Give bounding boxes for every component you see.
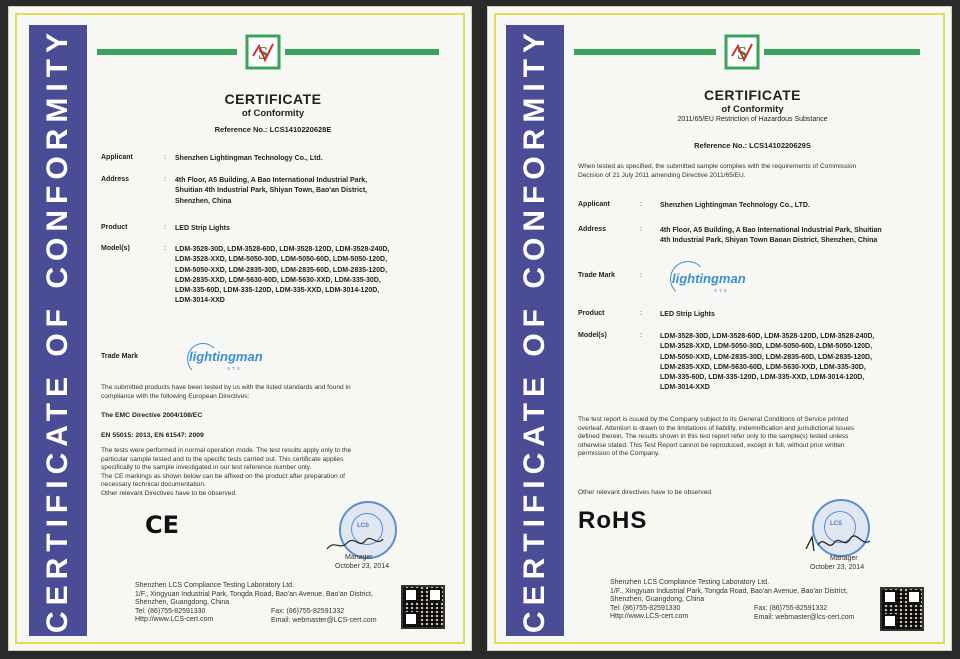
address-label: Address	[578, 226, 607, 233]
product-value: LED Strip Lights	[175, 225, 230, 232]
lab-name: Shenzhen LCS Compliance Testing Laboratory Ltd.	[610, 579, 770, 586]
signature-date: October 23, 2014	[335, 563, 390, 570]
certificate-subtitle: of Conformity	[721, 104, 784, 115]
header-bar-left	[97, 49, 237, 55]
model-line: LDM-3014-XXD	[660, 384, 710, 392]
qr-corner	[428, 588, 442, 602]
certificate-title: CERTIFICATE	[703, 87, 801, 103]
qr-corner	[907, 590, 921, 604]
side-band	[506, 25, 564, 636]
colon: :	[640, 310, 642, 317]
standards: EN 55015: 2013, EN 61547: 2009	[101, 432, 204, 439]
address-line: Shuitian 4th Industrial Park, Shiyan Town, Bao'an District,	[175, 187, 368, 195]
qr-corner	[404, 588, 418, 602]
seal-text: LCS	[830, 521, 842, 527]
colon: :	[640, 201, 642, 208]
lab-tel: Tel: (86)755-82591330	[610, 604, 681, 612]
tests-paragraph	[101, 447, 351, 499]
product-value: LED Strip Lights	[660, 311, 715, 318]
lcs-logo-icon	[245, 34, 281, 70]
lab-email: Email: webmaster@lcs-cert.com	[754, 613, 855, 621]
contact-block	[754, 605, 854, 622]
header-bar-left	[574, 49, 716, 55]
address-line: 4th Floor, A5 Building, A Bao International Industrial Park,	[175, 177, 368, 184]
colon: :	[164, 176, 166, 183]
other-directives: Other relevant directives have to be observed.	[578, 489, 713, 496]
header-bar-right	[285, 49, 439, 55]
model-line: LDM-2835-XXD, LDM-5630-60D, LDM-5630-XXD, LDM-335-30D,	[660, 363, 866, 371]
paragraph-line: Decision of 21 July 2011 amending Directive 2011/65/EU.	[578, 171, 746, 179]
applicant-label: Applicant	[101, 154, 133, 161]
address-value	[660, 226, 882, 247]
model-line: LDM-5050-XXD, LDM-2835-30D, LDM-2835-60D, LDM-2835-120D,	[175, 266, 388, 274]
paragraph-line: specifically to the sample investigated in our test reference number only.	[101, 464, 312, 472]
emc-directive: The EMC Directive 2004/108/EC	[101, 412, 203, 419]
header-bar-right	[764, 49, 920, 55]
product-label: Product	[578, 310, 605, 317]
trademark-sub: STS	[227, 366, 242, 371]
model-line: LDM-3528-30D, LDM-3528-60D, LDM-3528-120D, LDM-3528-240D,	[660, 333, 875, 340]
side-band	[29, 25, 87, 636]
paragraph-line: The CE markings as shown below can be affixed on the product after preparation of	[101, 472, 345, 480]
address-line: 4th Industrial Park, Shiyan Town Baoan District, Shenzhen, China	[660, 237, 878, 245]
rohs-mark: RoHS	[578, 507, 648, 534]
tested-paragraph	[101, 384, 351, 401]
paragraph-line: necessary technical documentation.	[101, 481, 206, 489]
paragraph-line: overleaf. Attention is drawn to the limitations of liability, indemnification and jurisdictional issues	[578, 424, 855, 432]
model-line: LDM-3528-XXD, LDM-5050-30D, LDM-5050-60D, LDM-5050-120D,	[175, 256, 388, 264]
model-line: LDM-3014-XXD	[175, 297, 225, 305]
colon: :	[640, 226, 642, 233]
colon: :	[164, 224, 166, 231]
manager-label: Manager	[830, 555, 858, 562]
lab-email: Email: webmaster@LCS-cert.com	[271, 616, 377, 624]
paragraph-line: compliance with the following European Directives:	[101, 392, 250, 400]
applicant-label: Applicant	[578, 201, 610, 208]
colon: :	[640, 332, 642, 339]
colon: :	[164, 154, 166, 161]
ce-certificate	[8, 6, 472, 651]
models-label: Model(s)	[578, 332, 607, 339]
paragraph-line: particular sample tested and to the specific tests carried out. This certificate applies	[101, 455, 344, 463]
paragraph-line: otherwise stated. This Test Report cannot be reproduced, except in full, without prior written	[578, 441, 845, 449]
paragraph-line: The tests were performed in normal operation mode. The test results apply only to the	[101, 447, 352, 454]
applicant-value: Shenzhen Lightingman Technology Co., LTD.	[660, 202, 810, 209]
ce-mark: CE	[145, 511, 180, 539]
lab-web: Http://www.LCS-cert.com	[610, 613, 689, 621]
lab-name: Shenzhen LCS Compliance Testing Laboratory Ltd.	[135, 582, 295, 589]
seal-text: LCS	[357, 523, 369, 529]
lab-address-line: Shenzhen, Guangdong, China	[610, 596, 705, 604]
reference-number: Reference No.: LCS1410220628E	[214, 125, 332, 134]
certificate-subtitle: of Conformity	[241, 108, 305, 119]
lab-address-line: Shenzhen, Guangdong, China	[135, 599, 230, 607]
lab-address-line: 1/F., Xingyuan Industrial Park, Tongda Road, Bao'an Avenue, Bao'an District,	[610, 587, 848, 595]
colon: :	[164, 245, 166, 252]
qr-code	[401, 585, 445, 629]
contact-block	[271, 608, 377, 625]
trademark-sub: STS	[714, 288, 729, 293]
svg-text:S: S	[257, 43, 269, 63]
paragraph-line: defined therein. The results shown in this test report refer only to the sample(s) tested unless	[578, 433, 849, 441]
paragraph-line: The submitted products have been tested by us with the listed standards and found in	[101, 384, 351, 391]
side-band-text: CERTIFICATE OF CONFORMITY	[41, 27, 74, 634]
model-line: LDM-3528-30D, LDM-3528-60D, LDM-3528-120D, LDM-3528-240D,	[175, 246, 390, 253]
paragraph-line: The test report is issued by the Company subject to its General Conditions of Service printed	[578, 416, 849, 423]
qr-corner	[404, 612, 418, 626]
lab-fax: Fax: (86)755-82591332	[754, 605, 828, 612]
address-line: 4th Floor, A5 Building, A Bao International Industrial Park, Shuitian	[660, 227, 882, 234]
directive-subtitle: 2011/65/EU Restriction of Hazardous Substance	[677, 116, 828, 123]
svg-text:S: S	[736, 43, 748, 63]
address-line: Shenzhen, China	[175, 197, 232, 205]
lab-web: Http://www.LCS-cert.com	[135, 616, 214, 624]
address-value	[175, 176, 367, 207]
paragraph-line: permission of the Company.	[578, 450, 660, 458]
reference-number: Reference No.: LCS1410220629S	[694, 141, 811, 150]
lab-tel: Tel: (86)755-82591330	[135, 607, 206, 615]
intro-paragraph	[578, 163, 856, 180]
colon: :	[640, 272, 642, 279]
models-list	[660, 332, 874, 394]
model-line: LDM-3528-XXD, LDM-5050-30D, LDM-5050-60D, LDM-5050-120D,	[660, 343, 873, 351]
lab-fax: Fax: (86)755-82591332	[271, 608, 345, 615]
signature-date: October 23, 2014	[810, 564, 865, 571]
models-list	[175, 245, 389, 307]
lcs-logo-icon	[724, 34, 760, 70]
trademark-logo: lightingman	[672, 271, 746, 286]
address-label: Address	[101, 176, 130, 183]
paragraph-line: Other relevant Directives have to be observed.	[101, 489, 237, 497]
rohs-certificate	[487, 6, 952, 651]
qr-code	[880, 587, 924, 631]
signature	[325, 535, 385, 553]
manager-label: Manager	[345, 554, 373, 561]
model-line: LDM-335-60D, LDM-335-120D, LDM-335-XXD, LDM-3014-120D,	[175, 287, 380, 295]
model-line: LDM-2835-XXD, LDM-5630-60D, LDM-5630-XXD, LDM-335-30D,	[175, 276, 381, 284]
qr-corner	[883, 614, 897, 628]
signature	[804, 533, 874, 555]
model-line: LDM-335-60D, LDM-335-120D, LDM-335-XXD, LDM-3014-120D,	[660, 374, 865, 382]
product-label: Product	[101, 224, 128, 231]
trademark-label: Trade Mark	[578, 272, 615, 279]
applicant-value: Shenzhen Lightingman Technology Co., Ltd.	[175, 155, 323, 162]
certificate-title: CERTIFICATE	[224, 91, 322, 107]
side-band-text: CERTIFICATE OF CONFORMITY	[518, 27, 551, 634]
models-label: Model(s)	[101, 245, 130, 252]
report-paragraph	[578, 416, 854, 459]
qr-corner	[883, 590, 897, 604]
model-line: LDM-5050-XXD, LDM-2835-30D, LDM-2835-60D, LDM-2835-120D,	[660, 353, 873, 361]
paragraph-line: When tested as specified, the submitted sample complies with the requirements of Commission	[578, 163, 857, 170]
lab-address-line: 1/F., Xingyuan Industrial Park, Tongda Road, Bao'an Avenue, Bao'an District,	[135, 590, 373, 598]
trademark-logo: lightingman	[189, 349, 263, 364]
trademark-label: Trade Mark	[101, 353, 138, 360]
